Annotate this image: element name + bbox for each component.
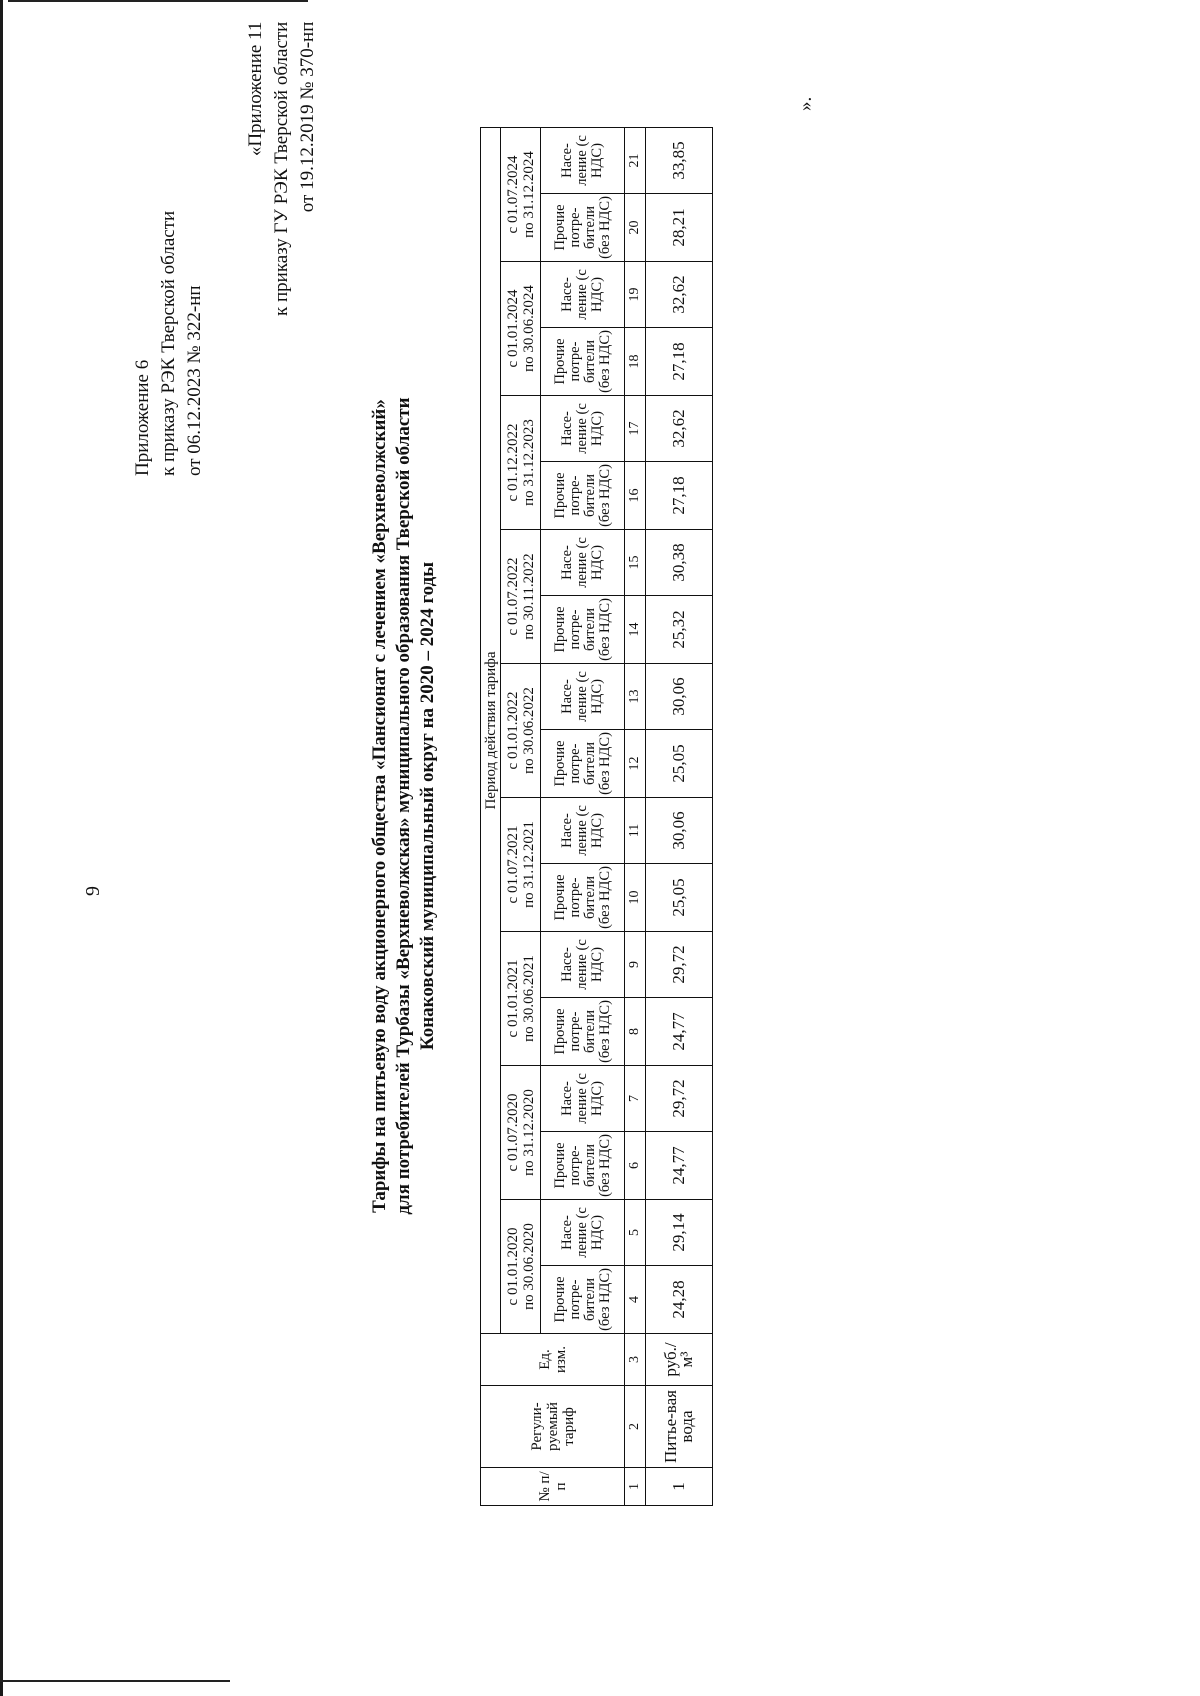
tariff-value: 27,18 bbox=[646, 462, 713, 530]
tariff-table bbox=[480, 127, 713, 1506]
header-other-consumers: Прочие потре-бители (без НДС) bbox=[541, 596, 625, 664]
appendix-11-line2: к приказу ГУ РЭК Тверской области bbox=[271, 21, 292, 316]
tariff-value: 29,72 bbox=[646, 932, 713, 998]
period-from: с 01.07.2020 bbox=[504, 1093, 521, 1172]
column-number: 6 bbox=[625, 1132, 646, 1200]
tariff-value: 29,14 bbox=[646, 1200, 713, 1266]
header-other-consumers: Прочие потре-бители (без НДС) bbox=[541, 1132, 625, 1200]
header-population: Насе-ление (с НДС) bbox=[541, 262, 625, 328]
tariff-value: 33,85 bbox=[646, 128, 713, 194]
column-number: 16 bbox=[625, 462, 646, 530]
period-from: с 01.12.2022 bbox=[504, 423, 521, 502]
header-other-consumers: Прочие потре-бители (без НДС) bbox=[541, 998, 625, 1066]
column-number: 13 bbox=[625, 664, 646, 730]
table-row bbox=[646, 128, 713, 1506]
header-other-consumers: Прочие потре-бители (без НДС) bbox=[541, 328, 625, 396]
period-to: по 31.12.2023 bbox=[520, 419, 537, 506]
header-period: Период действия тарифа bbox=[481, 128, 501, 1334]
appendix-11-block bbox=[243, 22, 321, 316]
tariff-value: 25,32 bbox=[646, 596, 713, 664]
column-number: 8 bbox=[625, 998, 646, 1066]
period-from: с 01.01.2024 bbox=[504, 289, 521, 368]
tariff-value: 30,38 bbox=[646, 530, 713, 596]
column-number: 11 bbox=[625, 798, 646, 864]
header-row-dates bbox=[501, 128, 541, 1506]
column-number: 3 bbox=[625, 1334, 646, 1386]
appendix-11-line1: «Приложение 11 bbox=[245, 21, 266, 157]
column-number: 15 bbox=[625, 530, 646, 596]
tariff-value: 25,05 bbox=[646, 730, 713, 798]
period-cell bbox=[501, 1200, 541, 1334]
tariff-value: 28,21 bbox=[646, 194, 713, 262]
column-number: 5 bbox=[625, 1200, 646, 1266]
row-unit: руб./м³ bbox=[646, 1334, 713, 1386]
tariff-value: 24,77 bbox=[646, 998, 713, 1066]
row-name: Питье-вая вода bbox=[646, 1386, 713, 1468]
header-other-consumers: Прочие потре-бители (без НДС) bbox=[541, 194, 625, 262]
column-number: 14 bbox=[625, 596, 646, 664]
period-to: по 31.12.2021 bbox=[520, 821, 537, 908]
tariff-value: 32,62 bbox=[646, 396, 713, 462]
column-number: 20 bbox=[625, 194, 646, 262]
column-number: 21 bbox=[625, 128, 646, 194]
appendix-6-block bbox=[130, 211, 208, 476]
page-number: 9 bbox=[82, 886, 104, 896]
period-to: по 30.06.2024 bbox=[520, 285, 537, 372]
period-from: с 01.07.2022 bbox=[504, 557, 521, 636]
header-row-period bbox=[481, 128, 501, 1506]
period-cell bbox=[501, 798, 541, 932]
period-cell bbox=[501, 128, 541, 262]
title-line3: Конаковский муниципальный округ на 2020 – 2024 годы bbox=[417, 561, 438, 1051]
header-unit: Ед. изм. bbox=[481, 1334, 625, 1386]
header-other-consumers: Прочие потре-бители (без НДС) bbox=[541, 462, 625, 530]
period-cell bbox=[501, 932, 541, 1066]
column-number: 12 bbox=[625, 730, 646, 798]
header-tariff: Регули-руемый тариф bbox=[481, 1386, 625, 1468]
column-number-row bbox=[625, 128, 646, 1506]
column-number: 17 bbox=[625, 396, 646, 462]
document-title bbox=[368, 86, 440, 1526]
closing-quote-mark: ». bbox=[795, 96, 816, 111]
column-number: 1 bbox=[625, 1468, 646, 1506]
period-cell bbox=[501, 396, 541, 530]
period-to: по 30.11.2022 bbox=[520, 553, 537, 640]
period-from: с 01.07.2024 bbox=[504, 155, 521, 234]
period-to: по 30.06.2022 bbox=[520, 687, 537, 774]
header-population: Насе-ление (с НДС) bbox=[541, 1200, 625, 1266]
header-number: № п/п bbox=[481, 1468, 625, 1506]
column-number: 7 bbox=[625, 1066, 646, 1132]
period-cell bbox=[501, 262, 541, 396]
header-population: Насе-ление (с НДС) bbox=[541, 798, 625, 864]
header-other-consumers: Прочие потре-бители (без НДС) bbox=[541, 730, 625, 798]
header-population: Насе-ление (с НДС) bbox=[541, 128, 625, 194]
header-population: Насе-ление (с НДС) bbox=[541, 1066, 625, 1132]
title-line2: для потребителей Турбазы «Верхневолжская» муниципального образования Тверской области bbox=[393, 397, 414, 1215]
period-cell bbox=[501, 664, 541, 798]
tariff-value: 24,28 bbox=[646, 1266, 713, 1334]
header-other-consumers: Прочие потре-бители (без НДС) bbox=[541, 1266, 625, 1334]
row-number: 1 bbox=[646, 1468, 713, 1506]
appendix-6-line1: Приложение 6 bbox=[132, 359, 153, 476]
tariff-value: 27,18 bbox=[646, 328, 713, 396]
header-population: Насе-ление (с НДС) bbox=[541, 664, 625, 730]
period-cell bbox=[501, 530, 541, 664]
appendix-6-line2: к приказу РЭК Тверской области bbox=[158, 210, 179, 476]
column-number: 9 bbox=[625, 932, 646, 998]
period-from: с 01.01.2021 bbox=[504, 959, 521, 1038]
tariff-value: 30,06 bbox=[646, 664, 713, 730]
column-number: 18 bbox=[625, 328, 646, 396]
tariff-value: 24,77 bbox=[646, 1132, 713, 1200]
period-from: с 01.01.2022 bbox=[504, 691, 521, 770]
column-number: 2 bbox=[625, 1386, 646, 1468]
period-cell bbox=[501, 1066, 541, 1200]
header-row-consumers bbox=[541, 128, 625, 1506]
column-number: 10 bbox=[625, 864, 646, 932]
column-number: 19 bbox=[625, 262, 646, 328]
tariff-value: 32,62 bbox=[646, 262, 713, 328]
appendix-6-line3: от 06.12.2023 № 322-нп bbox=[184, 285, 205, 476]
tariff-value: 29,72 bbox=[646, 1066, 713, 1132]
appendix-11-line3: от 19.12.2019 № 370-нп bbox=[297, 21, 318, 213]
header-other-consumers: Прочие потре-бители (без НДС) bbox=[541, 864, 625, 932]
header-population: Насе-ление (с НДС) bbox=[541, 932, 625, 998]
header-population: Насе-ление (с НДС) bbox=[541, 530, 625, 596]
period-to: по 31.12.2020 bbox=[520, 1089, 537, 1176]
period-from: с 01.07.2021 bbox=[504, 825, 521, 904]
title-line1: Тарифы на питьевую воду акционерного общества «Пансионат с лечением «Верхневолжский» bbox=[369, 399, 390, 1213]
period-to: по 30.06.2020 bbox=[520, 1223, 537, 1310]
column-number: 4 bbox=[625, 1266, 646, 1334]
tariff-value: 30,06 bbox=[646, 798, 713, 864]
period-from: с 01.01.2020 bbox=[504, 1227, 521, 1306]
tariff-value: 25,05 bbox=[646, 864, 713, 932]
header-population: Насе-ление (с НДС) bbox=[541, 396, 625, 462]
period-to: по 31.12.2024 bbox=[520, 151, 537, 238]
period-to: по 30.06.2021 bbox=[520, 955, 537, 1042]
